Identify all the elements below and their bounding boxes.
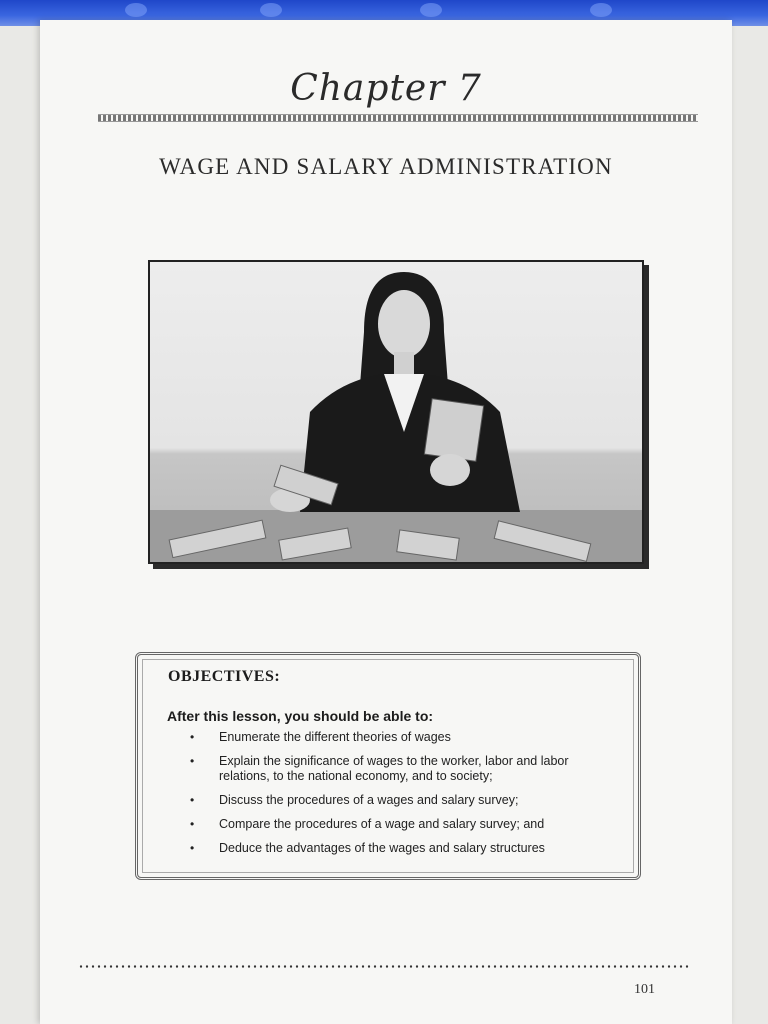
objective-text: Compare the procedures of a wage and salary survey; and bbox=[219, 817, 545, 831]
ornamental-rule bbox=[98, 114, 698, 122]
bullet-icon: • bbox=[190, 754, 195, 768]
woman-with-money-illustration bbox=[150, 262, 642, 562]
objectives-intro: After this lesson, you should be able to: bbox=[167, 708, 434, 724]
objective-text: Discuss the procedures of a wages and salary survey; bbox=[219, 793, 519, 807]
list-item bbox=[190, 730, 610, 745]
footer-dotted-rule bbox=[78, 965, 690, 968]
bullet-icon: • bbox=[190, 817, 195, 831]
list-item bbox=[190, 817, 610, 832]
bullet-icon: • bbox=[190, 730, 195, 744]
ornament-icon bbox=[260, 3, 282, 17]
list-item bbox=[190, 754, 610, 784]
ornament-icon bbox=[590, 3, 612, 17]
chapter-heading: Chapter 7 bbox=[290, 68, 482, 109]
ornament-icon bbox=[125, 3, 147, 17]
objectives-list bbox=[190, 730, 610, 865]
list-item bbox=[190, 841, 610, 856]
bullet-icon: • bbox=[190, 841, 195, 855]
objective-text: Explain the significance of wages to the worker, labor and labor relations, to the national economy, and to society; bbox=[219, 754, 569, 783]
page-number: 101 bbox=[634, 982, 655, 997]
chapter-photo bbox=[148, 260, 644, 564]
list-item bbox=[190, 793, 610, 808]
objective-text: Enumerate the different theories of wages bbox=[219, 730, 451, 744]
page-title: WAGE AND SALARY ADMINISTRATION bbox=[159, 154, 613, 179]
ornament-icon bbox=[420, 3, 442, 17]
bullet-icon: • bbox=[190, 793, 195, 807]
book-page bbox=[40, 20, 732, 1024]
objectives-heading: OBJECTIVES: bbox=[168, 668, 281, 685]
objective-text: Deduce the advantages of the wages and salary structures bbox=[219, 841, 545, 855]
